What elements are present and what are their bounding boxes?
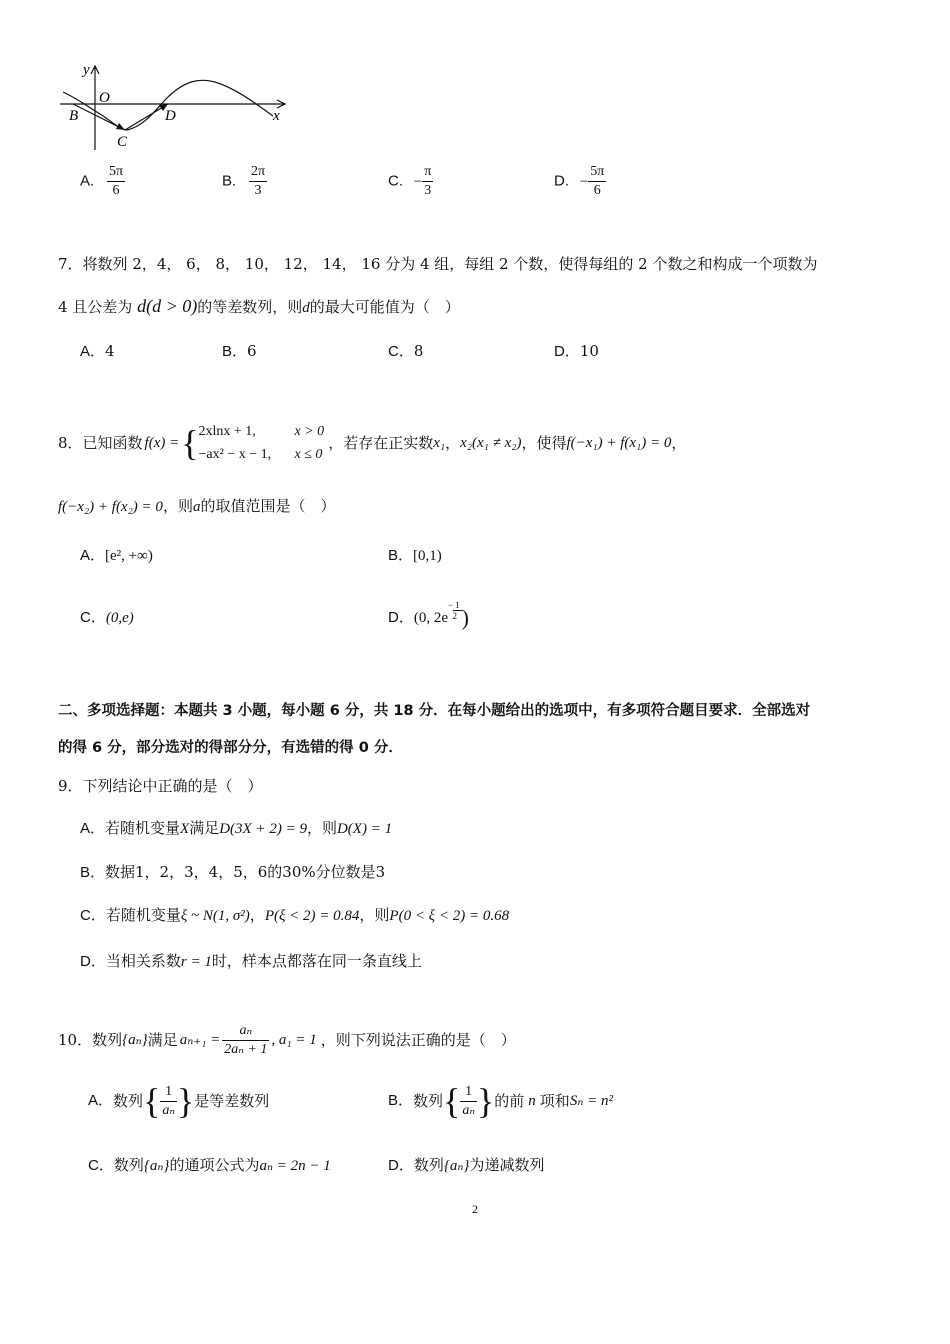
- label-d: D: [165, 108, 176, 124]
- q8-option-c[interactable]: C．(0,e): [80, 609, 134, 626]
- q8-stem-line1: 8．已知函数 f(x) = { 2xlnx + 1, x > 0 −ax² − x − 1, x ≤ 0 ，若存在正实数 x₁ ， x₂(x₁ ≠ x₂) ，使得 f(−x₁) + f(x₁) = 0 ，: [58, 419, 686, 467]
- q7-option-a[interactable]: A．4: [80, 342, 115, 360]
- q8-option-d[interactable]: D． (0, 2e − 1 2 ): [388, 599, 469, 630]
- label-o: O: [99, 90, 110, 106]
- vector-bc-arrowhead: [116, 123, 125, 130]
- label-x: x: [273, 108, 280, 124]
- q10-option-b[interactable]: B． 数列 { $\frac{1}{\text{aₙ}}$ } 的前 n 项和 Sₙ = n²: [388, 1081, 614, 1121]
- q8-option-b[interactable]: B．[0,1): [388, 547, 442, 564]
- q6-option-b[interactable]: B. $\frac{2\pi}{3}$: [222, 164, 266, 198]
- q7-option-d[interactable]: D．10: [554, 342, 599, 360]
- q9-option-d[interactable]: D．当相关系数r = 1时，样本点都落在同一条直线上: [80, 952, 422, 970]
- fraction: $\frac{1}{\text{aₙ}}$: [162, 1083, 175, 1118]
- sine-graph-figure: [55, 58, 295, 153]
- q6-option-a[interactable]: A. $\frac{5\pi}{6}$: [80, 164, 124, 198]
- q9-option-a[interactable]: A．若随机变量X满足D(3X + 2) = 9，则D(X) = 1: [80, 819, 393, 837]
- q9-stem: 9．下列结论中正确的是（ ）: [58, 777, 263, 795]
- q10-option-a[interactable]: A． 数列 { $\frac{1}{\text{aₙ}}$ } 是等差数列: [88, 1081, 270, 1121]
- piecewise-cases: 2xlnx + 1, x > 0 −ax² − x − 1, x ≤ 0: [198, 424, 325, 462]
- label-c: C: [117, 134, 128, 150]
- fraction: $\frac{5\pi}{6}$: [590, 164, 605, 198]
- page-number: 2: [472, 1202, 478, 1216]
- fraction: $\frac{2\pi}{3}$: [250, 164, 266, 198]
- q9-option-b[interactable]: B．数据1，2，3，4，5，6的30%分位数是3: [80, 863, 386, 881]
- q10-stem: 10．数列 {aₙ} 满足 aₙ₊₁ = $\frac{\text{aₙ}}{\text{2aₙ + 1}}$ , a₁ = 1 ，则下列说法正确的是（ ）: [58, 1022, 516, 1057]
- q9-option-c[interactable]: C．若随机变量ξ ~ N(1, σ²)，P(ξ < 2) = 0.84，则P(0 < ξ < 2) = 0.68: [80, 906, 510, 924]
- q7-option-b[interactable]: B．6: [222, 342, 257, 360]
- fraction: $\frac{\pi}{3}$: [424, 164, 432, 198]
- label-b: B: [69, 108, 79, 124]
- q6-option-d[interactable]: D. − $\frac{5\pi}{6}$: [554, 164, 605, 198]
- q10-option-c[interactable]: C．数列{aₙ}的通项公式为aₙ = 2n − 1: [88, 1156, 331, 1174]
- fraction: $\frac{\text{aₙ}}{\text{2aₙ + 1}}$: [224, 1022, 268, 1057]
- exponent-fraction: − 1 2: [448, 599, 460, 621]
- q6-option-c[interactable]: C. − $\frac{\pi}{3}$: [388, 164, 432, 198]
- q8-option-a[interactable]: A．[e², +∞): [80, 547, 153, 564]
- fraction: $\frac{1}{\text{aₙ}}$: [462, 1083, 475, 1118]
- vector-bc: [73, 104, 125, 130]
- section2-header-line1: 二、多项选择题：本题共 3 小题，每小题 6 分，共 18 分．在每小题给出的选项中，有多项符合题目要求．全部选对: [58, 703, 811, 719]
- section2-header-line2: 的得 6 分，部分选对的得部分分，有选错的得 0 分．: [58, 740, 403, 756]
- q10-option-d[interactable]: D．数列{aₙ}为递减数列: [388, 1156, 545, 1174]
- q7-stem-line2: 4 且公差为 d(d > 0)的等差数列，则d的最大可能值为（ ）: [58, 296, 460, 316]
- label-y: y: [83, 62, 90, 78]
- q7-stem-line1: 7．将数列 2，4， 6， 8， 10， 12， 14， 16 分为 4 组，每组 2 个数，使得每组的 2 个数之和构成一个项数为: [58, 255, 818, 273]
- q7-option-c[interactable]: C．8: [388, 342, 424, 360]
- fraction: $\frac{5\pi}{6}$: [108, 164, 124, 198]
- q8-stem-line2: f(−x₂) + f(x₂) = 0，则a的取值范围是（ ）: [58, 497, 336, 515]
